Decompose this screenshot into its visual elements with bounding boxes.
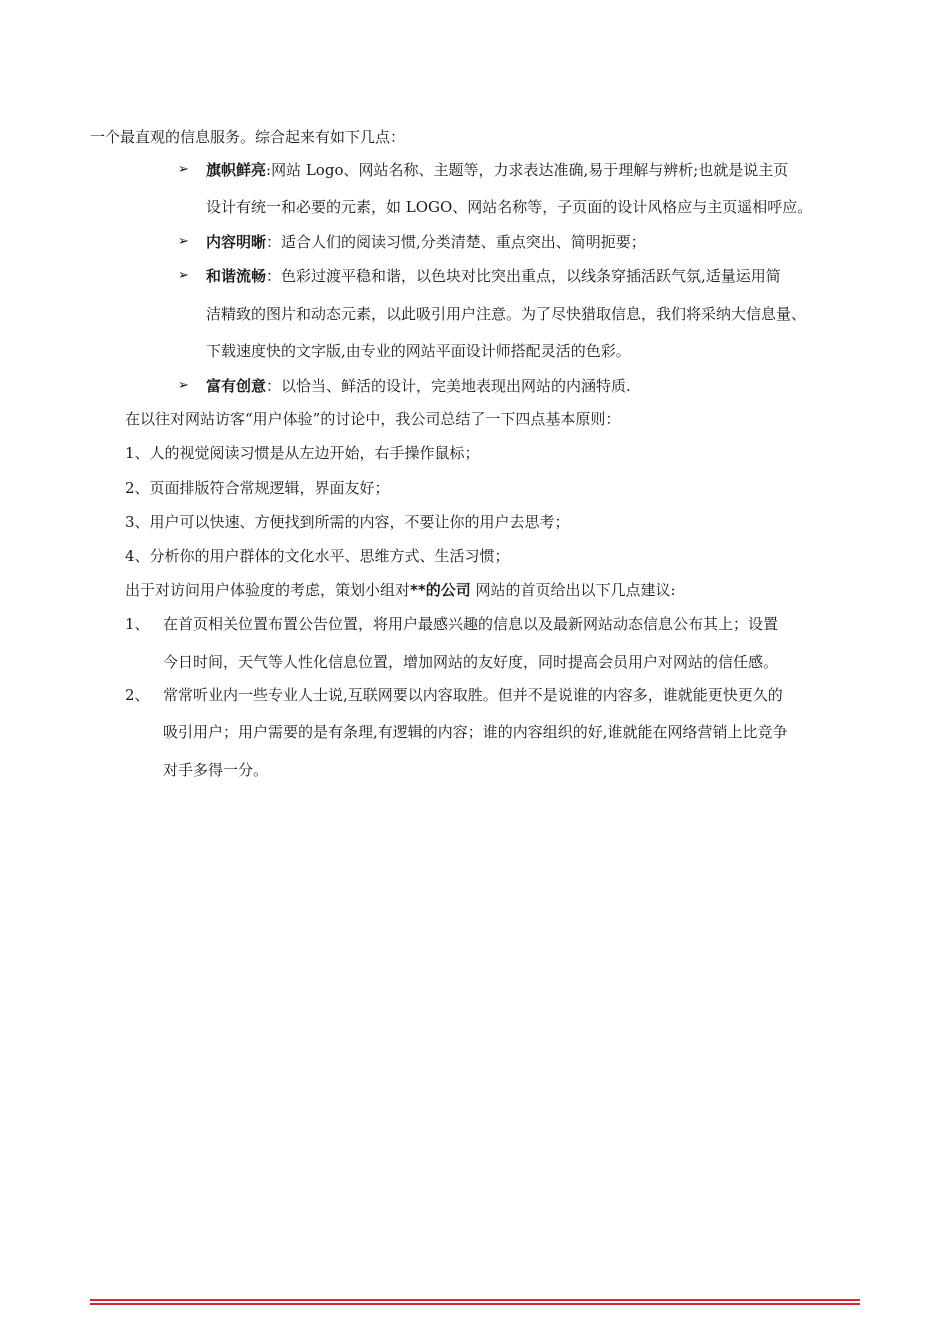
- principle-3: 3、用户可以快速、方便找到所需的内容，不要让你的用户去思考；: [125, 513, 570, 531]
- suggest-intro-after: 网站的首页给出以下几点建议:: [470, 581, 676, 599]
- bullet-2-title: 内容明晰: [206, 233, 267, 251]
- arrow-bullet-icon: ➢: [178, 268, 189, 283]
- suggestion-2-line-2: 吸引用户；用户需要的是有条理,有逻辑的内容；谁的内容组织的好,谁就能在网络营销上比竞争: [163, 723, 788, 741]
- principle-4: 4、分析你的用户群体的文化水平、思维方式、生活习惯；: [125, 547, 510, 565]
- bullet-4-text: 以恰当、鲜活的设计，完美地表现出网站的内涵特质.: [281, 377, 631, 395]
- bullet-1-line-1: [206, 160, 788, 180]
- suggest-intro: [125, 580, 676, 600]
- suggest-intro-before: 出于对访问用户体验度的考虑，策划小组对: [125, 581, 411, 599]
- bullet-3-text: 色彩过渡平稳和谐，以色块对比突出重点，以线条穿插活跃气氛,适量运用简: [281, 267, 781, 285]
- footer-rule-bottom: [90, 1303, 860, 1305]
- suggestion-2-line-1: 常常听业内一些专业人士说,互联网要以内容取胜。但并不是说谁的内容多，谁就能更快更久的: [163, 686, 783, 704]
- suggestion-2-line-3: 对手多得一分。: [163, 761, 269, 779]
- bullet-4-sep: ：: [266, 377, 282, 395]
- principle-2: 2、页面排版符合常规逻辑，界面友好；: [125, 479, 390, 497]
- bullet-1-text: 网站 Logo、网站名称、主题等，力求表达准确,易于理解与辨析;也就是说主页: [271, 161, 789, 179]
- bullet-4-line-1: [206, 376, 631, 396]
- company-name: **的公司: [410, 581, 471, 599]
- footer-rule-top: [90, 1299, 860, 1301]
- bullet-3-line-1: [206, 266, 781, 286]
- suggestion-2-number: 2、: [125, 686, 150, 704]
- suggestion-1-line-2: 今日时间，天气等人性化信息位置，增加网站的友好度，同时提高会员用户对网站的信任感。: [163, 653, 779, 671]
- arrow-bullet-icon: ➢: [178, 162, 189, 177]
- suggestion-1-number: 1、: [125, 615, 150, 633]
- bullet-3-sep: ：: [266, 267, 282, 285]
- bullet-3-title: 和谐流畅: [206, 267, 267, 285]
- arrow-bullet-icon: ➢: [178, 234, 189, 249]
- bullet-4-title: 富有创意: [206, 377, 267, 395]
- bullet-2-sep: ：: [266, 233, 282, 251]
- bullet-2-line-1: [206, 232, 646, 252]
- bullet-3-line-2: 洁精致的图片和动态元素，以此吸引用户注意。为了尽快猎取信息，我们将采纳大信息量、: [206, 305, 807, 323]
- bullet-1-sep: :: [266, 161, 272, 179]
- bullet-2-text: 适合人们的阅读习惯,分类清楚、重点突出、简明扼要；: [281, 233, 646, 251]
- bullet-1-title: 旗帜鲜亮: [206, 161, 267, 179]
- bullet-1-line-2: 设计有统一和必要的元素，如 LOGO、网站名称等，子页面的设计风格应与主页遥相呼应。: [206, 198, 813, 216]
- intro-line: 一个最直观的信息服务。综合起来有如下几点：: [90, 128, 406, 146]
- principle-1: 1、人的视觉阅读习惯是从左边开始，右手操作鼠标；: [125, 444, 480, 462]
- arrow-bullet-icon: ➢: [178, 378, 189, 393]
- bullet-3-line-3: 下载速度快的文字版,由专业的网站平面设计师搭配灵活的色彩。: [206, 342, 631, 360]
- principles-intro: 在以往对网站访客“用户体验”的讨论中，我公司总结了一下四点基本原则：: [125, 410, 621, 428]
- suggestion-1-line-1: 在首页相关位置布置公告位置，将用户最感兴趣的信息以及最新网站动态信息公布其上；设置: [163, 615, 779, 633]
